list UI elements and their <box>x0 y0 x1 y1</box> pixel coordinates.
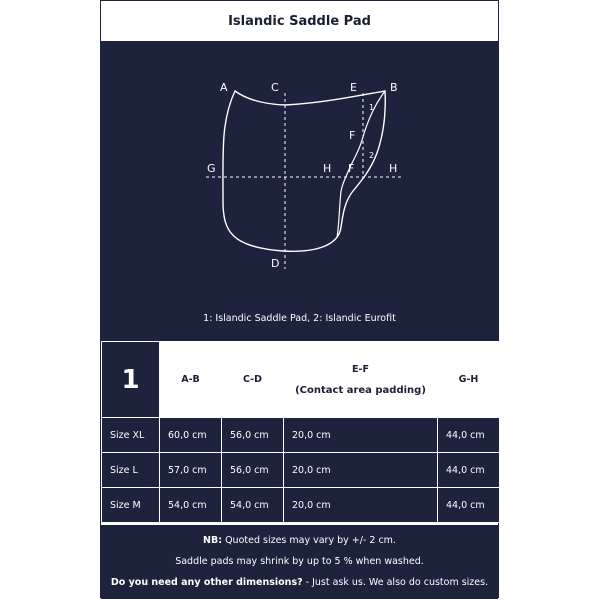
label-b: B <box>390 81 398 94</box>
header-e-f <box>284 342 438 418</box>
saddle-pad-outline <box>223 91 385 251</box>
size-name: Size L <box>102 453 160 488</box>
cell-g-h: 44,0 cm <box>438 453 500 488</box>
note-line-1 <box>101 530 498 551</box>
label-h-right: H <box>389 162 398 175</box>
header-e-f-label: E-F <box>352 363 369 375</box>
saddle-pad-diagram <box>101 41 498 341</box>
cell-c-d: 56,0 cm <box>222 418 284 453</box>
label-c: C <box>271 81 279 94</box>
label-h-left: H <box>323 162 332 175</box>
note-3-text: - Just ask us. We also do custom sizes. <box>302 577 489 588</box>
cell-e-f: 20,0 cm <box>284 488 438 523</box>
cell-a-b: 54,0 cm <box>160 488 222 523</box>
label-a: A <box>220 81 228 94</box>
label-e: E <box>350 81 357 94</box>
label-2: 2 <box>369 151 375 160</box>
label-g: G <box>207 162 216 175</box>
cell-c-d: 56,0 cm <box>222 453 284 488</box>
header-e-f-sublabel: (Contact area padding) <box>295 384 426 396</box>
cell-g-h: 44,0 cm <box>438 488 500 523</box>
header-a-b <box>160 342 222 418</box>
saddle-pad-drawing <box>101 41 498 341</box>
eurofit-outline <box>337 91 385 237</box>
diagram-caption: 1: Islandic Saddle Pad, 2: Islandic Eurofit <box>203 313 396 324</box>
size-name: Size XL <box>102 418 160 453</box>
header-g-h-label: G-H <box>458 374 479 385</box>
table-row <box>102 488 500 523</box>
label-d: D <box>271 257 280 270</box>
table-header-row <box>102 342 500 418</box>
cell-a-b: 60,0 cm <box>160 418 222 453</box>
table-row <box>102 453 500 488</box>
cell-c-d: 54,0 cm <box>222 488 284 523</box>
notes-panel <box>101 525 498 599</box>
header-c-d-label: C-D <box>242 374 263 385</box>
label-1: 1 <box>369 103 375 112</box>
header-a-b-label: A-B <box>181 374 200 385</box>
label-f-lower: F <box>348 162 355 175</box>
note-line-3 <box>101 572 498 593</box>
cell-e-f: 20,0 cm <box>284 418 438 453</box>
note-3-bold: Do you need any other dimensions? <box>110 577 303 588</box>
label-f-upper: F <box>349 129 356 142</box>
cell-e-f: 20,0 cm <box>284 453 438 488</box>
header-c-d <box>222 342 284 418</box>
header-g-h <box>438 342 500 418</box>
cell-g-h: 44,0 cm <box>438 418 500 453</box>
cell-a-b: 57,0 cm <box>160 453 222 488</box>
page-title: Islandic Saddle Pad <box>228 13 371 29</box>
note-1-text: Quoted sizes may vary by +/- 2 cm. <box>222 535 396 546</box>
product-size-card <box>100 0 499 598</box>
table-row <box>102 418 500 453</box>
note-1-bold: NB: <box>203 535 223 546</box>
size-name: Size M <box>102 488 160 523</box>
pad-number: 1 <box>102 342 160 418</box>
size-table <box>101 341 500 523</box>
note-line-2: Saddle pads may shrink by up to 5 % when washed. <box>175 556 424 567</box>
